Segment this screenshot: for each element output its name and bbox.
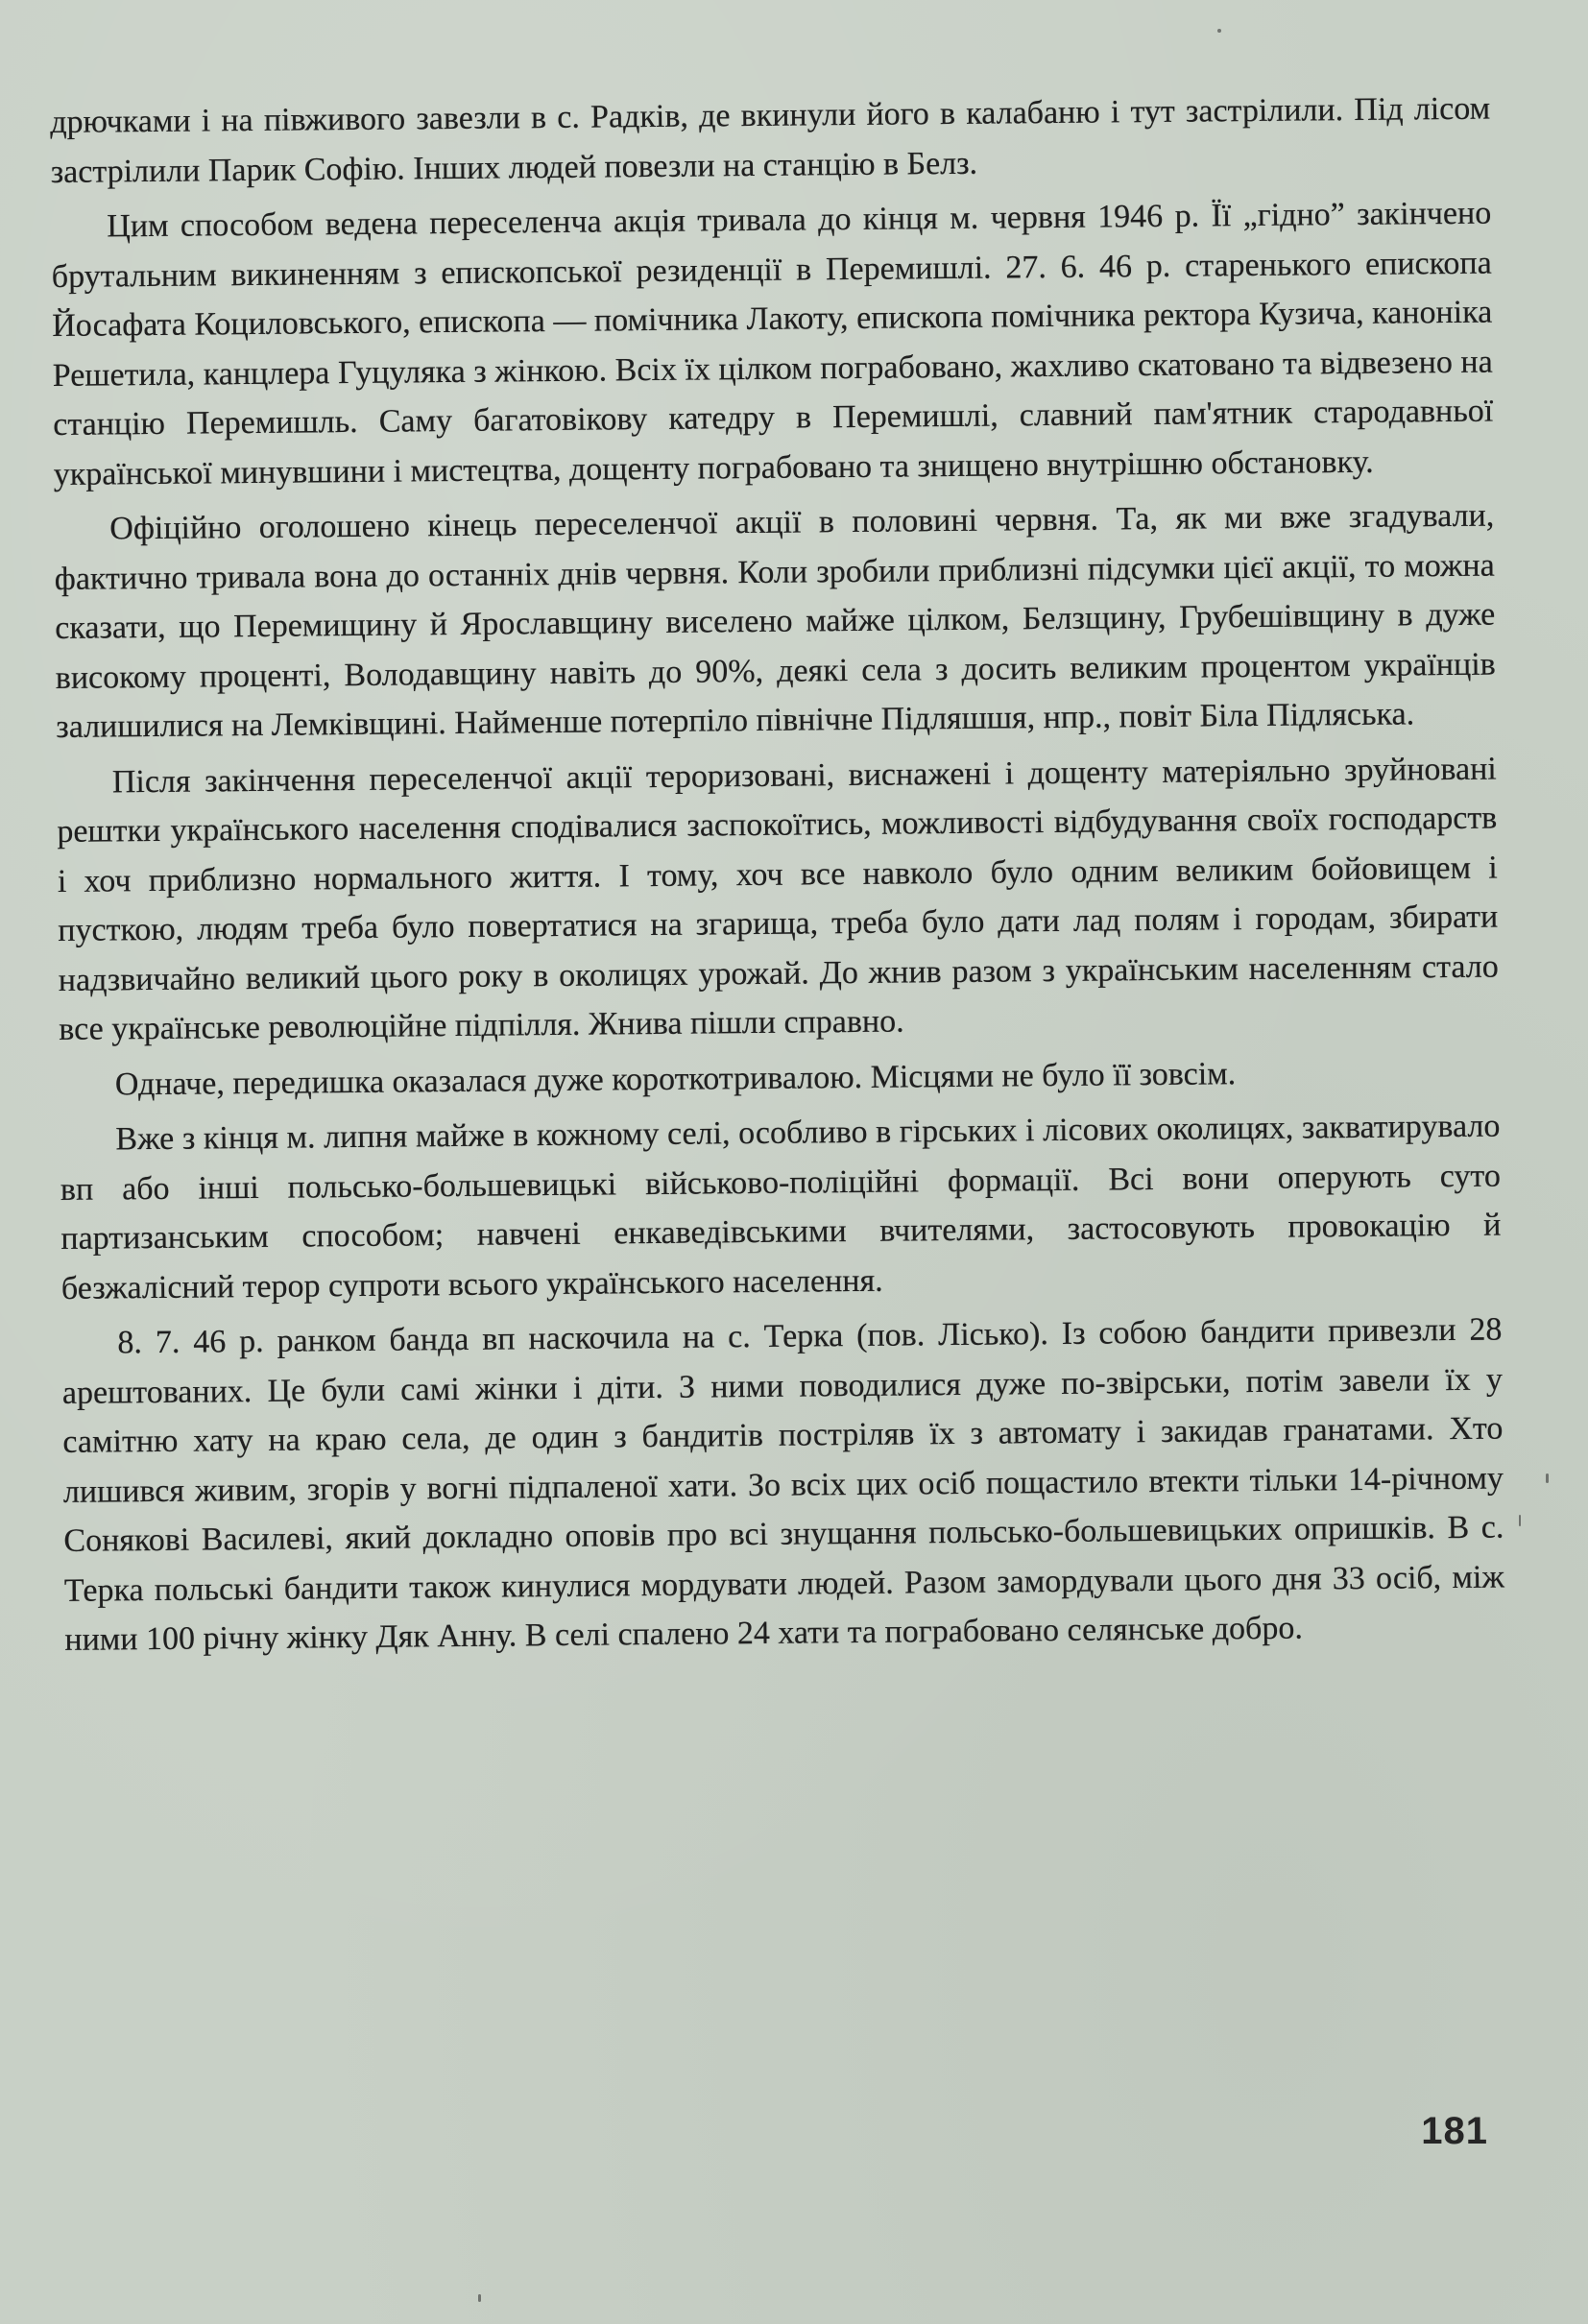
page-number: 181	[1421, 2110, 1488, 2152]
ink-speck	[1519, 1515, 1521, 1526]
paragraph: Одначе, передишка оказалася дуже короткотривалою. Місцями не було її зовсім.	[114, 1055, 1237, 1102]
paragraph: дрючками і на півживого завезли в с. Радків, де вкинули його в калабаню і тут застрілили. Під лісом застрілили Парик Софію. Інших людей повезли на станцію в Белз.	[50, 90, 1491, 190]
paragraph: 8. 7. 46 р. ранком банда вп наскочила на с. Терка (пов. Лісько). Із собою бандити привезли 28 арештованих. Це були самі жінки і діти. З ними поводилися дуже по-звірськи, потім завели їх у самітню хату на краю села, де один з бандитів постріляв їх з автомату і закидав гранатами. Хто лишився живим, згорів у вогні підпаленої хати. Зо всіх цих осіб пощастило втекти тільки 14-річному Сонякові Василеві, який докладно оповів про всі знущання польсько-большевицьких опришків. В с. Терка польські бандити також кинулися мордувати людей. Разом замордували цього дня 33 осіб, між ними 100 річну жінку Дяк Анну. В селі спалено 24 хати та пограбовано селянське добро.	[61, 1311, 1505, 1658]
body-text	[50, 84, 1505, 1671]
paragraph: Вже з кінця м. липня майже в кожному селі, особливо в гірських і лісових околицях, закватирувало вп або інші польсько-большевицькі військово-поліційні формації. Всі вони оперують суто партизанським способом; навчені енкаведівськими вчителями, застосовують провокацію й безжалісний терор супроти всього українського населення.	[60, 1108, 1502, 1306]
ink-speck	[1546, 1473, 1549, 1483]
paragraph: Після закінчення переселенчої акції тероризовані, виснажені і дощенту матеріяльно зруйновані рештки українського населення сподівалися заспокоїтись, можливості відбудування своїх господарств і хоч приблизно нормального життя. І тому, хоч все навколо було одним великим бойовищем і пусткою, людям треба було повертатися на згарища, треба було дати лад полям і городам, збирати надзвичайно великий цього року в околицях урожай. До жнив разом з українським населенням стало все українське революційне підпілля. Жнива пішли справно.	[57, 751, 1499, 1047]
ink-speck	[1217, 29, 1221, 33]
ink-speck	[478, 2294, 481, 2302]
paragraph: Офіційно оголошено кінець переселенчої акції в половині червня. Та, як ми вже згадували, фактично тривала вона до останніх днів червня. Коли зробили приблизні підсумки цієї акції, то можна сказати, що Перемищину й Ярославщину виселено майже цілком, Белзщину, Грубешівщину в дуже високому проценті, Володавщину навіть до 90%, деякі села з досить великим процентом українців залишилися на Лемківщині. Найменше потерпіло північне Підляшшя, нпр., повіт Біла Підляська.	[54, 497, 1496, 745]
paragraph: Цим способом ведена переселенча акція тривала до кінця м. червня 1946 р. Її „гідно” закінчено брутальним викиненням з епископської резиденції в Перемишлі. 27. 6. 46 р. старенького епископа Йосафата Коциловського, епископа — помічника Лакоту, епископа помічника ректора Кузича, каноніка Решетила, канцлера Гуцуляка з жінкою. Всіх їх цілком пограбовано, жахливо скатовано та відвезено на станцію Перемишль. Саму багатовікову катедру в Перемишлі, славний пам'ятник стародавньої української минувшини і мистецтва, дощенту пограбовано та знищено внутрішню обстановку.	[51, 195, 1494, 492]
